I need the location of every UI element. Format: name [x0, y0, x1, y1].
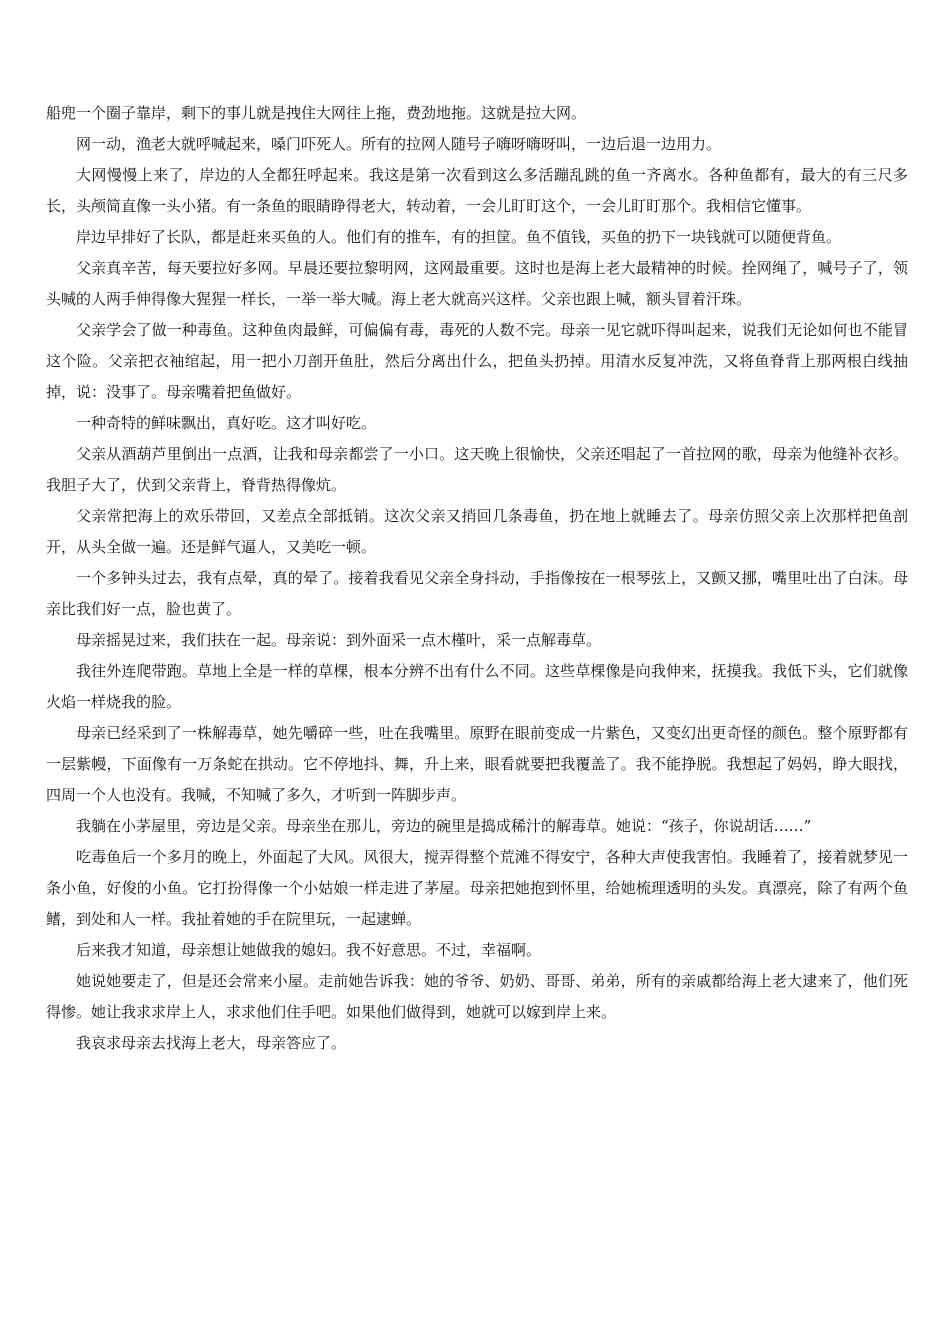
paragraph-3: 大网慢慢上来了，岸边的人全都狂呼起来。我这是第一次看到这么多活蹦乱跳的鱼一齐离水。各种鱼都有，最大的有三尺多长，头颅简直像一头小猪。有一条鱼的眼睛睁得老大，转动着，一会儿盯盯这个，一会儿盯盯那个。我相信它懂事。 — [46, 166, 908, 215]
document-body — [46, 98, 908, 1059]
paragraph-8: 父亲从酒葫芦里倒出一点酒，让我和母亲都尝了一小口。这天晚上很愉快，父亲还唱起了一首拉网的歌，母亲为他缝补衣衫。我胆子大了，伏到父亲背上，脊背热得像炕。 — [46, 445, 908, 494]
paragraph-11: 母亲摇晃过来，我们扶在一起。母亲说：到外面采一点木槿叶，采一点解毒草。 — [76, 631, 602, 649]
paragraph-5: 父亲真辛苦，每天要拉好多网。早晨还要拉黎明网，这网最重要。这时也是海上老大最精神的时候。拴网绳了，喊号子了，领头喊的人两手伸得像大猩猩一样长，一举一举大喊。海上老大就高兴这样。父亲也跟上喊，额头冒着汗珠。 — [46, 259, 908, 308]
paragraph-12: 我往外连爬带跑。草地上全是一样的草棵，根本分辨不出有什么不同。这些草棵像是向我伸来，抚摸我。我低下头，它们就像火焰一样烧我的脸。 — [46, 662, 908, 711]
paragraph-18: 我哀求母亲去找海上老大，母亲答应了。 — [76, 1034, 347, 1052]
paragraph-10: 一个多钟头过去，我有点晕，真的晕了。接着我看见父亲全身抖动，手指像按在一根琴弦上，又颤又挪，嘴里吐出了白沫。母亲比我们好一点，脸也黄了。 — [46, 569, 908, 618]
paragraph-15: 吃毒鱼后一个多月的晚上，外面起了大风。风很大，搅弄得整个荒滩不得安宁，各种大声使我害怕。我睡着了，接着就梦见一条小鱼，好俊的小鱼。它打扮得像一个小姑娘一样走进了茅屋。母亲把她抱到怀里，给她梳理透明的头发。真漂亮，除了有两个鱼鳍，到处和人一样。我扯着她的手在院里玩，一起逮蝉。 — [46, 848, 908, 928]
paragraph-16: 后来我才知道，母亲想让她做我的媳妇。我不好意思。不过，幸福啊。 — [76, 941, 542, 959]
paragraph-7: 一种奇特的鲜味飘出，真好吃。这才叫好吃。 — [76, 414, 377, 432]
paragraph-2: 网一动，渔老大就呼喊起来，嗓门吓死人。所有的拉网人随号子嗨呀嗨呀叫，一边后退一边用力。 — [76, 135, 722, 153]
paragraph-1: 船兜一个圈子靠岸，剩下的事儿就是拽住大网往上拖，费劲地拖。这就是拉大网。 — [46, 104, 587, 122]
paragraph-13: 母亲已经采到了一株解毒草，她先嚼碎一些，吐在我嘴里。原野在眼前变成一片紫色，又变幻出更奇怪的颜色。整个原野都有一层紫幔，下面像有一万条蛇在拱动。它不停地抖、舞，升上来，眼看就要把我覆盖了。我不能挣脱。我想起了妈妈，睁大眼找，四周一个人也没有。我喊，不知喊了多久，才听到一阵脚步声。 — [46, 724, 908, 804]
paragraph-17: 她说她要走了，但是还会常来小屋。走前她告诉我：她的爷爷、奶奶、哥哥、弟弟，所有的亲戚都给海上老大逮来了，他们死得惨。她让我求求岸上人，求求他们住手吧。如果他们做得到，她就可以嫁到岸上来。 — [46, 972, 908, 1021]
paragraph-6: 父亲学会了做一种毒鱼。这种鱼肉最鲜，可偏偏有毒，毒死的人数不完。母亲一见它就吓得叫起来，说我们无论如何也不能冒这个险。父亲把衣袖绾起，用一把小刀剖开鱼肚，然后分离出什么，把鱼头扔掉。用清水反复冲洗，又将鱼脊背上那两根白线抽掉，说：没事了。母亲嘴着把鱼做好。 — [46, 321, 908, 401]
paragraph-9: 父亲常把海上的欢乐带回，又差点全部抵销。这次父亲又捎回几条毒鱼，扔在地上就睡去了。母亲仿照父亲上次那样把鱼剖开，从头全做一遍。还是鲜气逼人，又美吃一顿。 — [46, 507, 908, 556]
paragraph-14: 我躺在小茅屋里，旁边是父亲。母亲坐在那儿，旁边的碗里是捣成稀汁的解毒草。她说：“孩子，你说胡话……” — [76, 817, 812, 835]
paragraph-4: 岸边早排好了长队，都是赶来买鱼的人。他们有的推车，有的担筐。鱼不值钱，买鱼的扔下一块钱就可以随便背鱼。 — [76, 228, 842, 246]
